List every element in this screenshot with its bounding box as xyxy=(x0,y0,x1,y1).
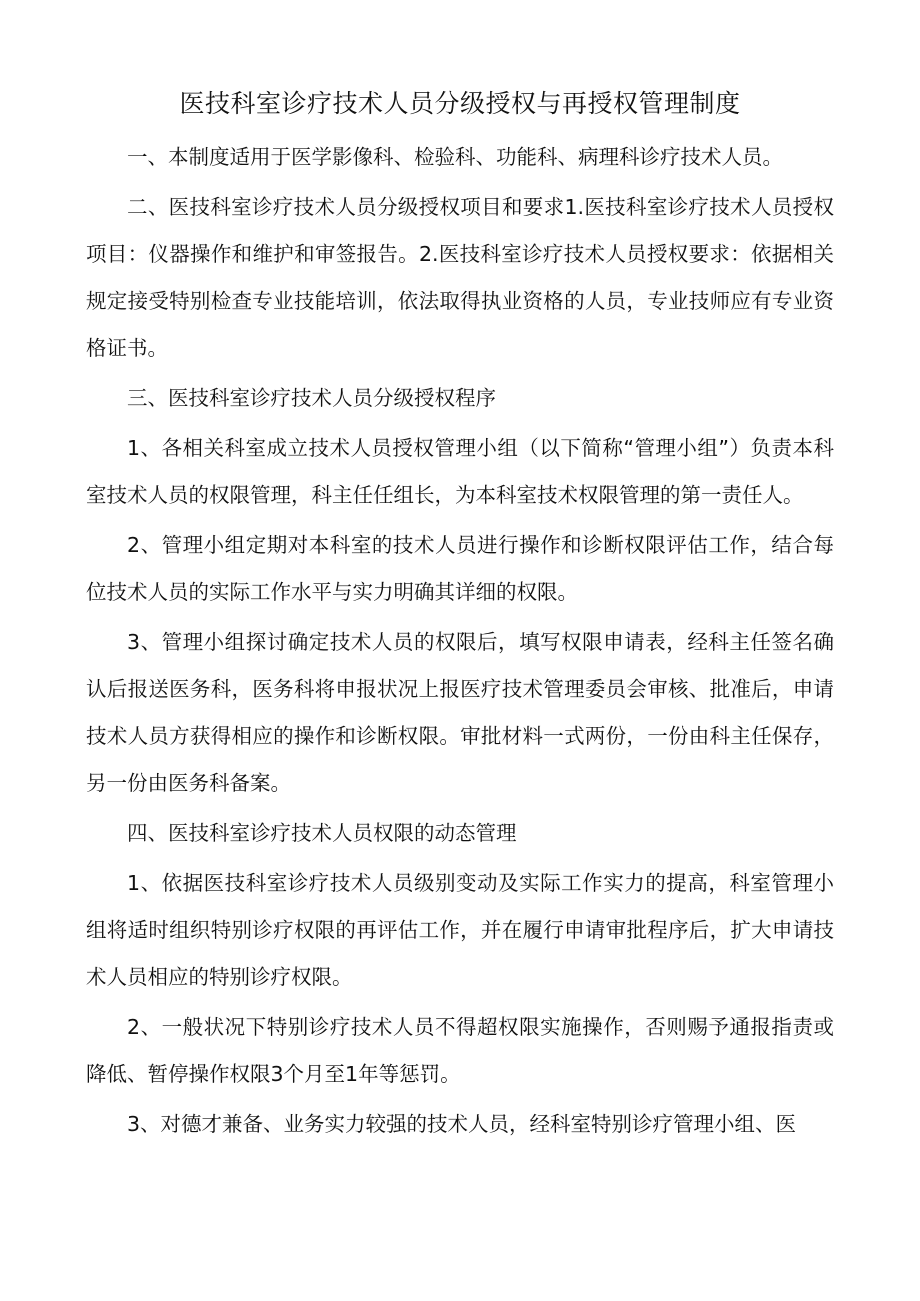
paragraph-scope: 一、本制度适用于医学影像科、检验科、功能科、病理科诊疗技术人员。 xyxy=(127,145,783,169)
paragraph-dynamic-1: 1、依据医技科室诊疗技术人员级别变动及实际工作实力的提高，科室管理小组将适时组织特别诊疗权限的再评估工作，并在履行申请审批程序后，扩大申请技术人员相应的特别诊疗权限。 xyxy=(86,871,834,989)
section-heading-procedure: 三、医技科室诊疗技术人员分级授权程序 xyxy=(127,386,496,410)
document-title: 医技科室诊疗技术人员分级授权与再授权管理制度 xyxy=(179,89,741,118)
document-body xyxy=(86,134,834,1151)
paragraph-procedure-3: 3、管理小组探讨确定技术人员的权限后，填写权限申请表，经科主任签名确认后报送医务科，医务科将申报状况上报医疗技术管理委员会审核、批准后，申请技术人员方获得相应的操作和诊断权限。审批材料一式两份，一份由科主任保存，另一份由医务科备案。 xyxy=(86,630,834,795)
paragraph-authorization-items: 二、医技科室诊疗技术人员分级授权项目和要求1.医技科室诊疗技术人员授权项目：仪器操作和维护和审签报告。2.医技科室诊疗技术人员授权要求：依据相关规定接受特别检查专业技能培训，依法取得执业资格的人员，专业技师应有专业资格证书。 xyxy=(86,195,834,360)
paragraph-dynamic-3: 3、对德才兼备、业务实力较强的技术人员，经科室特别诊疗管理小组、医 xyxy=(127,1112,797,1136)
section-heading-dynamic-management: 四、医技科室诊疗技术人员权限的动态管理 xyxy=(127,821,517,845)
paragraph-procedure-2: 2、管理小组定期对本科室的技术人员进行操作和诊断权限评估工作，结合每位技术人员的实际工作水平与实力明确其详细的权限。 xyxy=(86,533,834,604)
paragraph-procedure-1: 1、各相关科室成立技术人员授权管理小组（以下简称“管理小组”）负责本科室技术人员的权限管理，科主任任组长，为本科室技术权限管理的第一责任人。 xyxy=(86,436,834,507)
paragraph-dynamic-2: 2、一般状况下特别诊疗技术人员不得超权限实施操作，否则赐予通报指责或降低、暂停操作权限3个月至1年等惩罚。 xyxy=(86,1015,834,1086)
